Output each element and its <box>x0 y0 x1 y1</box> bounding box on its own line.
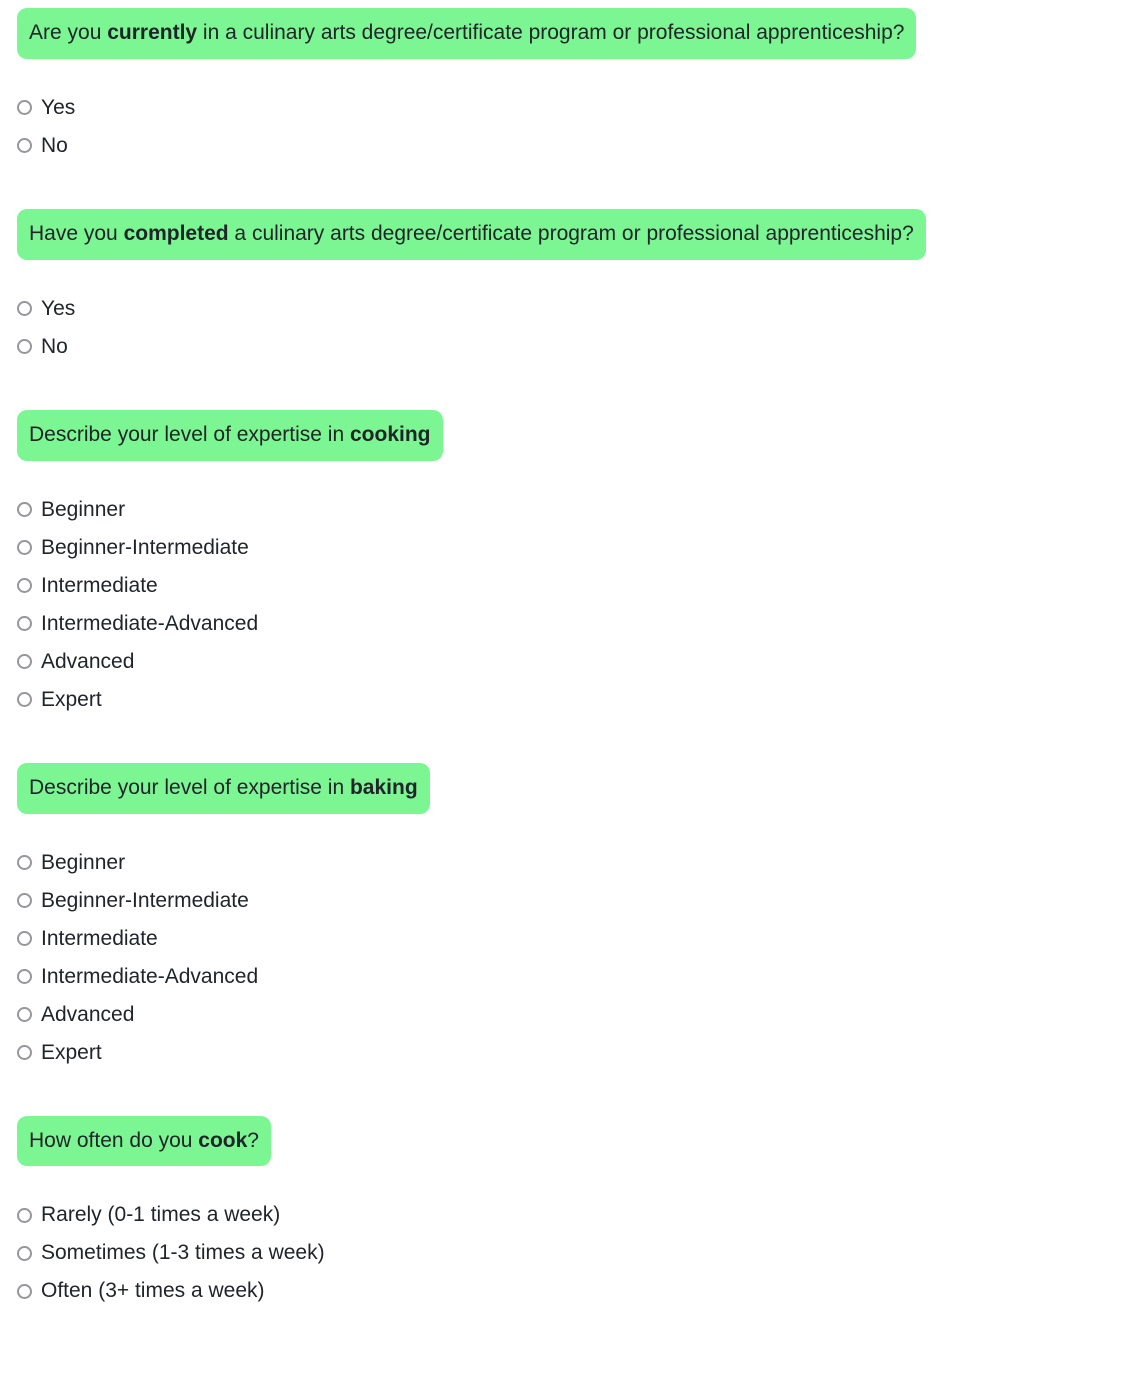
radio-option[interactable] <box>17 1034 1124 1072</box>
question-block-baking-expertise <box>17 763 1124 1072</box>
radio-option[interactable] <box>17 1196 1124 1234</box>
option-label: No <box>41 133 68 157</box>
option-label: Beginner <box>41 497 126 521</box>
prompt-bold-text: baking <box>349 775 418 799</box>
prompt-text: ? <box>247 1128 259 1152</box>
prompt-text: Are you <box>29 21 108 44</box>
radio-button-icon[interactable] <box>17 540 32 555</box>
question-block-cooking-expertise <box>17 410 1124 719</box>
radio-button-icon[interactable] <box>17 1007 32 1022</box>
radio-button-icon[interactable] <box>17 1208 32 1223</box>
question-block-current-program <box>17 8 1124 165</box>
prompt-text: in a culinary arts degree/certificate program or professional apprenticeship? <box>197 21 905 44</box>
option-label: Beginner-Intermediate <box>41 888 249 912</box>
prompt-bold-text: currently <box>107 21 198 44</box>
radio-button-icon[interactable] <box>17 616 32 631</box>
option-label: Expert <box>41 687 102 711</box>
option-label: Advanced <box>41 649 135 673</box>
option-label: Intermediate-Advanced <box>41 964 259 988</box>
radio-option[interactable] <box>17 958 1124 996</box>
option-label: Often (3+ times a week) <box>41 1279 265 1303</box>
options-list <box>17 844 1124 1072</box>
radio-option[interactable] <box>17 920 1124 958</box>
options-list <box>17 89 1124 165</box>
option-label: Rarely (0-1 times a week) <box>41 1203 281 1227</box>
radio-button-icon[interactable] <box>17 654 32 669</box>
radio-option[interactable] <box>17 491 1124 529</box>
prompt-text: Have you <box>29 221 124 245</box>
prompt-bold-text: completed <box>123 221 229 245</box>
options-list <box>17 491 1124 719</box>
radio-button-icon[interactable] <box>17 969 32 984</box>
radio-option[interactable] <box>17 844 1124 882</box>
option-label: Sometimes (1-3 times a week) <box>41 1241 325 1265</box>
prompt-text: a culinary arts degree/certificate program or professional apprenticeship? <box>228 221 914 245</box>
prompt-bold-text: cooking <box>349 422 431 446</box>
option-label: Intermediate-Advanced <box>41 611 259 635</box>
radio-button-icon[interactable] <box>17 100 32 115</box>
option-label: Yes <box>41 296 76 320</box>
prompt-bold-text: cook <box>198 1128 248 1152</box>
question-block-completed-program <box>17 209 1124 366</box>
radio-button-icon[interactable] <box>17 502 32 517</box>
radio-option[interactable] <box>17 996 1124 1034</box>
option-label: Beginner-Intermediate <box>41 535 249 559</box>
option-label: Intermediate <box>41 926 158 950</box>
radio-option[interactable] <box>17 882 1124 920</box>
radio-option[interactable] <box>17 681 1124 719</box>
radio-option[interactable] <box>17 1272 1124 1310</box>
radio-button-icon[interactable] <box>17 1284 32 1299</box>
question-prompt <box>17 410 443 461</box>
radio-option[interactable] <box>17 529 1124 567</box>
radio-option[interactable] <box>17 127 1124 165</box>
option-label: Advanced <box>41 1002 135 1026</box>
radio-button-icon[interactable] <box>17 893 32 908</box>
question-prompt <box>17 1116 271 1167</box>
option-label: Beginner <box>41 850 126 874</box>
prompt-text: Describe your level of expertise in <box>29 422 350 446</box>
options-list <box>17 1196 1124 1310</box>
option-label: Intermediate <box>41 573 158 597</box>
radio-button-icon[interactable] <box>17 339 32 354</box>
radio-button-icon[interactable] <box>17 138 32 153</box>
radio-button-icon[interactable] <box>17 1045 32 1060</box>
radio-button-icon[interactable] <box>17 931 32 946</box>
radio-button-icon[interactable] <box>17 692 32 707</box>
question-prompt <box>17 209 926 260</box>
radio-option[interactable] <box>17 567 1124 605</box>
question-block-cooking-frequency <box>17 1116 1124 1311</box>
question-prompt <box>17 763 430 814</box>
radio-button-icon[interactable] <box>17 855 32 870</box>
radio-button-icon[interactable] <box>17 301 32 316</box>
radio-button-icon[interactable] <box>17 1246 32 1261</box>
prompt-text: How often do you <box>29 1128 199 1152</box>
option-label: Expert <box>41 1040 102 1064</box>
radio-option[interactable] <box>17 290 1124 328</box>
question-prompt <box>17 8 916 59</box>
radio-option[interactable] <box>17 328 1124 366</box>
options-list <box>17 290 1124 366</box>
option-label: Yes <box>41 95 76 119</box>
prompt-text: Describe your level of expertise in <box>29 775 350 799</box>
radio-option[interactable] <box>17 643 1124 681</box>
option-label: No <box>41 334 68 358</box>
radio-option[interactable] <box>17 1234 1124 1272</box>
radio-option[interactable] <box>17 605 1124 643</box>
radio-button-icon[interactable] <box>17 578 32 593</box>
radio-option[interactable] <box>17 89 1124 127</box>
